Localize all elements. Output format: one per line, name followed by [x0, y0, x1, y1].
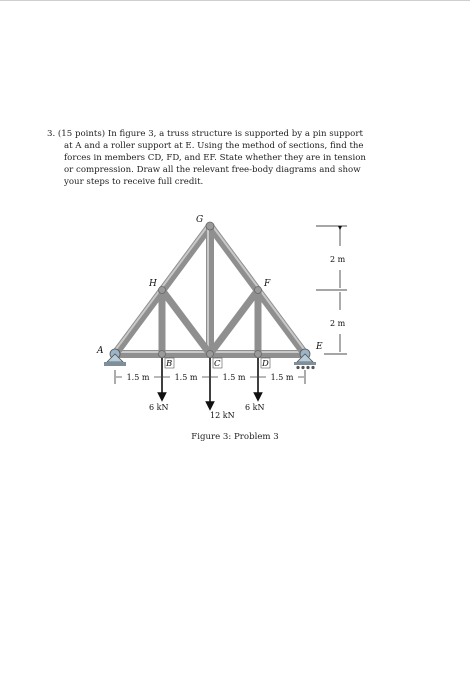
truss-figure — [95, 212, 360, 427]
label-node-F: F — [264, 279, 271, 289]
joint-C — [207, 351, 214, 358]
height-label-upper: 2 m — [330, 255, 346, 264]
span-label-CD: 1.5 m — [222, 373, 246, 382]
figure-caption: Figure 3: Problem 3 — [191, 432, 279, 442]
problem-line-2: at A and a roller support at E. Using the method of sections, find the — [64, 141, 364, 152]
span-label-DE: 1.5 m — [270, 373, 294, 382]
problem-line-4: or compression. Draw all the relevant free-body diagrams and show — [64, 165, 361, 176]
load-label-D: 6 kN — [245, 403, 265, 412]
label-node-H: H — [149, 279, 157, 289]
member-HC — [162, 290, 210, 354]
truss-members — [114, 224, 306, 354]
label-node-D: D — [262, 359, 269, 369]
label-node-B: B — [166, 359, 173, 369]
load-label-C: 12 kN — [210, 411, 235, 420]
joint-D — [255, 351, 262, 358]
label-node-A: A — [97, 346, 104, 356]
load-arrows — [162, 358, 258, 406]
page-top-rule — [0, 0, 470, 1]
height-label-lower: 2 m — [330, 319, 346, 328]
load-label-B: 6 kN — [149, 403, 169, 412]
problem-line-5: your steps to receive full credit. — [64, 177, 204, 188]
span-label-BC: 1.5 m — [174, 373, 198, 382]
label-node-C: C — [214, 359, 221, 369]
problem-line-3: forces in members CD, FD, and EF. State whether they are in tension — [64, 153, 366, 164]
height-dimensions — [316, 226, 347, 354]
joint-B — [159, 351, 166, 358]
truss-diagram — [95, 212, 360, 427]
member-FC — [210, 290, 258, 354]
joint-G — [206, 222, 214, 230]
problem-statement — [47, 128, 415, 188]
joint-F — [255, 287, 262, 294]
span-label-AB: 1.5 m — [126, 373, 150, 382]
label-node-E: E — [316, 342, 323, 352]
joint-H — [159, 287, 166, 294]
label-node-G: G — [196, 215, 204, 225]
problem-line-1: 3. (15 points) In figure 3, a truss structure is supported by a pin support — [47, 129, 363, 139]
